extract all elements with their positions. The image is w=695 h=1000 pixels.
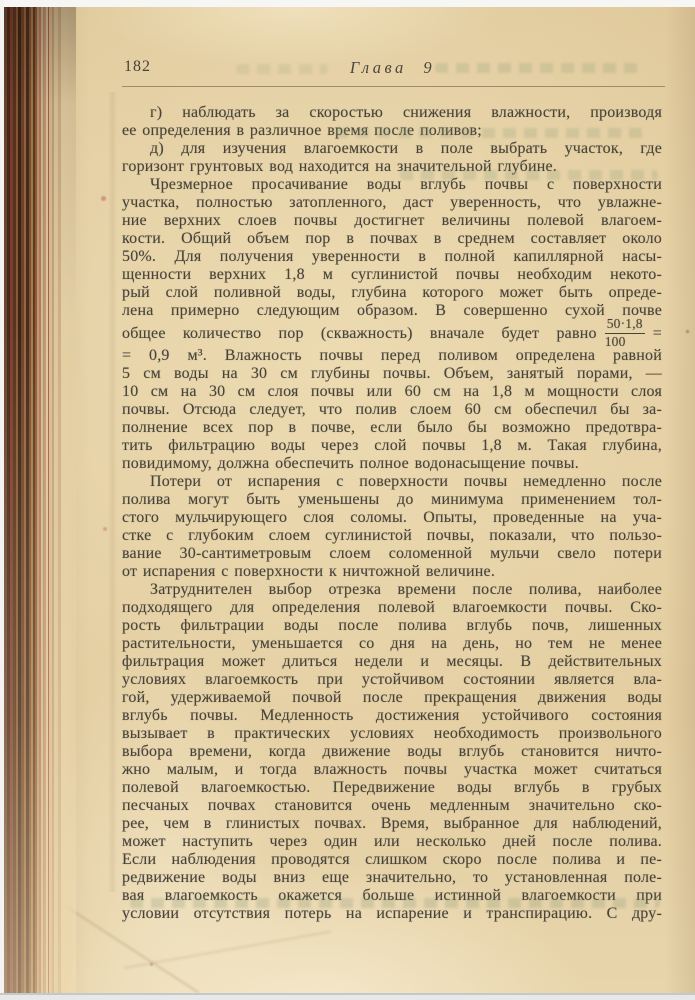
text-line: тить фильтрацию воды через слой почвы 1,8 м. Такая глубина, <box>122 437 662 454</box>
text-line: г) наблюдать за скоростью снижения влажности, производя <box>150 104 662 121</box>
text-line: выбора времени, когда движение воды вглубь становится ничто- <box>122 743 662 760</box>
text-line: повидимому, должна обеспечить полное водонасыщение почвы. <box>122 455 579 472</box>
foxing-speck <box>101 196 106 201</box>
text-line: условиях влагоемкость при устойчивом состоянии является вла- <box>122 671 662 688</box>
text-line: полевой влагоемкостью. Передвижение воды вглубь в грубых <box>122 779 662 796</box>
text-line: может наступить через один или несколько дней после полива. <box>122 833 662 850</box>
foxing-speck <box>686 330 689 333</box>
showthrough-mark <box>130 898 660 908</box>
text-line: редвижение воды вниз еще значительно, то установленная поле- <box>122 869 662 886</box>
text-line: полива могут быть уменьшены до минимума применением тол- <box>122 491 662 508</box>
text-line: стке с глубоким слоем суглинистой почвы, показали, что пользо- <box>122 527 662 544</box>
text-line: гой, удерживаемой почвой после прекращения движения воды <box>122 689 662 706</box>
text-line: д) для изучения влагоемкости в поле выбрать участок, где <box>150 140 662 157</box>
showthrough-mark <box>400 170 658 180</box>
text-line: 10 см на 30 см слоя почвы или 60 см на 1,8 м мощности слоя <box>122 383 662 400</box>
showthrough-mark <box>335 128 645 138</box>
text-line: ние верхних слоев почвы достигнет величины полевой влагоем- <box>122 212 662 229</box>
text-line: вызывает в практических условиях необходимость произвольного <box>122 725 662 742</box>
text-line: полнение всех пор в почве, если было бы возможно предотвра- <box>122 419 662 436</box>
foxing-speck <box>103 527 107 531</box>
text-line: подходящего для определения полевой влагоемкости почвы. Ско- <box>122 599 662 616</box>
text-line: растительности, уменьшается со дня на день, но тем не менее <box>122 635 662 652</box>
text-line: = 0,9 м³. Влажность почвы перед поливом определена равной <box>122 347 662 364</box>
text-line: от испарения с поверхности к ничтожной величине. <box>122 563 496 580</box>
text-line: рость фильтрации воды после полива вглубь почв, лишенных <box>122 617 662 634</box>
text-line: стого мульчирующего слоя соломы. Опыты, проведенные на уча- <box>122 509 662 526</box>
scanner-edge-top <box>0 0 695 7</box>
foxing-speck <box>150 963 153 966</box>
book-scan <box>4 7 695 993</box>
text-line: вание 30-сантиметровым слоем соломенной мульчи свело потери <box>122 545 662 562</box>
page <box>4 7 695 993</box>
scanner-edge-bottom <box>0 993 695 1000</box>
text-line: жно малым, и тогда влажность почвы участка может считаться <box>122 761 662 778</box>
showthrough-mark <box>236 64 328 74</box>
text-line: 50%. Для получения уверенности в полной капиллярной насы- <box>122 248 662 265</box>
text-line: рее, чем в глинистых почвах. Время, выбранное для наблюдений, <box>122 815 662 832</box>
text-line: рый слой поливной воды, глубина которого может быть опреде- <box>122 284 662 301</box>
chapter-title: Глава 9 <box>349 58 436 77</box>
text-line: вая влагоемкость окажется больше истинной влагоемкости при <box>122 887 662 904</box>
showthrough-mark <box>435 63 640 73</box>
text-line: лена примерно следующим образом. В совершенно сухой почве <box>122 302 662 319</box>
formula-line <box>122 316 662 349</box>
formula-denominator: 100 <box>604 334 626 349</box>
text-line: горизонт грунтовых вод находится на значительной глубине. <box>122 158 557 175</box>
text-line: 5 см воды на 30 см глубины почвы. Объем, занятый порами, — <box>122 365 662 382</box>
text-line: песчаных почвах становится очень медленным значительно ско- <box>122 797 662 814</box>
paper-crease <box>124 931 331 969</box>
text-line: ее определения в различное время после поливов; <box>122 122 482 139</box>
formula-before-text: общее количество пор (скважность) вначале будет равно <box>122 324 597 342</box>
text-block <box>122 104 662 923</box>
text-line: Чрезмерное просачивание воды вглубь почвы с поверхности <box>150 176 662 193</box>
formula-equals-sign: = <box>652 324 662 342</box>
text-line: условии отсутствия потерь на испарение и транспирацию. С дру- <box>122 905 662 922</box>
text-line: Если наблюдения проводятся слишком скоро после полива и пе- <box>122 851 662 868</box>
text-line: почвы. Отсюда следует, что полив слоем 60 см обеспечил бы за- <box>122 401 662 418</box>
fraction <box>605 317 645 349</box>
formula-numerator: 50·1,8 <box>605 317 645 334</box>
text-line: Потери от испарения с поверхности почвы немедленно после <box>150 473 662 490</box>
text-line: кости. Общий объем пор в почвах в среднем составляет около <box>122 230 662 247</box>
page-number: 182 <box>124 58 151 75</box>
text-line: вглубь почвы. Медленность достижения устойчивого состояния <box>122 707 662 724</box>
text-line: щенности верхних 1,8 м суглинистой почвы необходим некото- <box>122 266 662 283</box>
text-line: фильтрация может длиться недели и месяцы. В действительных <box>122 653 662 670</box>
text-line: Затруднителен выбор отрезка времени после полива, наиболее <box>150 581 662 598</box>
header-rule <box>122 86 665 87</box>
paper-crease <box>108 92 117 892</box>
text-line: участка, полностью затопленного, даст уверенность, что увлажне- <box>122 194 662 211</box>
book-binding-edge <box>4 7 76 993</box>
